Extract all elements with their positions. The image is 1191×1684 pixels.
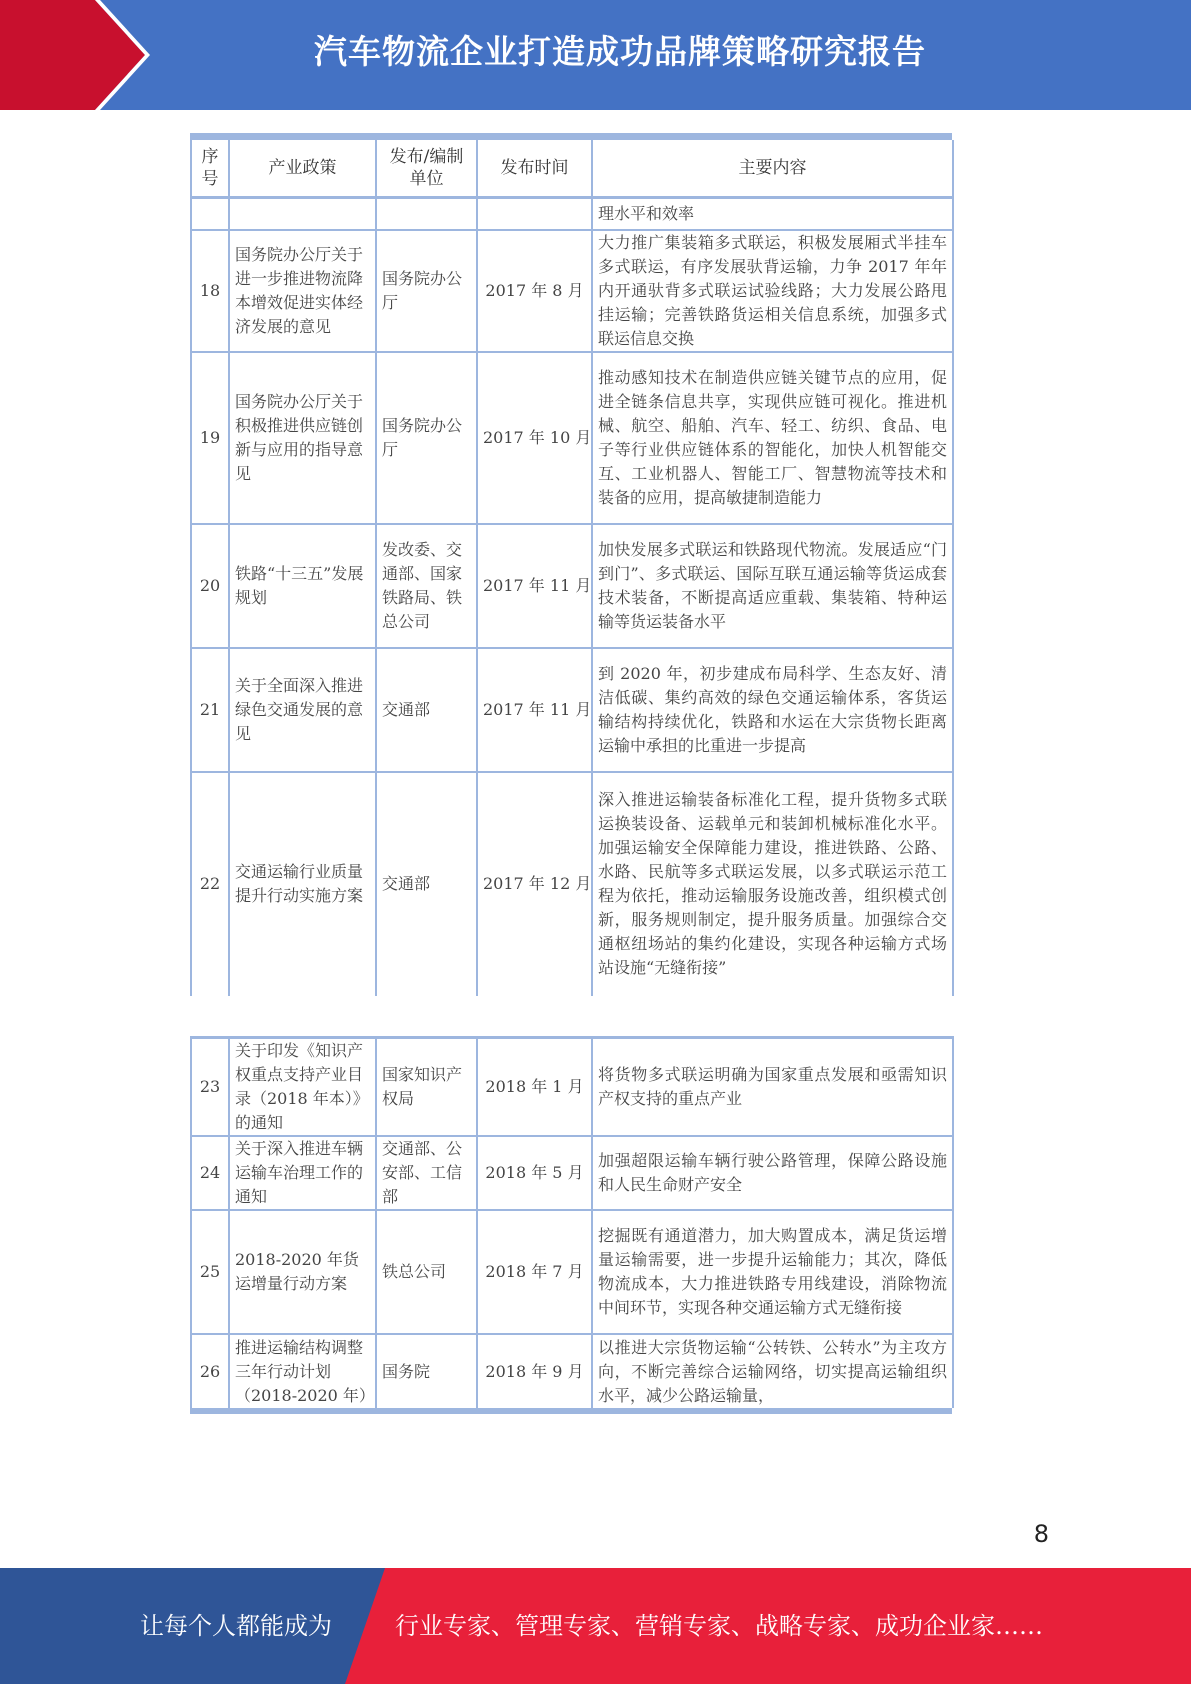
row-unit: 发改委、交通部、国家铁路局、铁总公司 xyxy=(376,524,477,648)
row-unit xyxy=(376,198,477,230)
row-policy: 2018-2020 年货运增量行动方案 xyxy=(229,1210,376,1334)
row-no: 18 xyxy=(191,230,229,352)
row-date: 2017 年 10 月 xyxy=(477,352,592,524)
row-policy: 关于印发《知识产权重点支持产业目录（2018 年本）》的通知 xyxy=(229,1038,376,1137)
row-content: 理水平和效率 xyxy=(592,198,953,230)
row-date: 2017 年 11 月 xyxy=(477,524,592,648)
table-row xyxy=(191,352,953,524)
row-unit: 国务院办公厅 xyxy=(376,352,477,524)
row-content: 挖掘既有通道潜力，加大购置成本，满足货运增量运输需要，进一步提升运输能力；其次，降低物流成本，大力推进铁路专用线建设，消除物流中间环节，实现各种交通运输方式无缝衔接 xyxy=(592,1210,953,1334)
header-policy: 产业政策 xyxy=(229,140,376,198)
page-number: 8 xyxy=(1033,1520,1049,1548)
page-footer xyxy=(0,1568,1191,1684)
row-date: 2017 年 11 月 xyxy=(477,648,592,772)
page-header xyxy=(0,0,1191,110)
row-no: 23 xyxy=(191,1038,229,1137)
table-row xyxy=(191,524,953,648)
row-policy: 关于全面深入推进绿色交通发展的意见 xyxy=(229,648,376,772)
row-content: 推动感知技术在制造供应链关键节点的应用，促进全链条信息共享，实现供应链可视化。推进机械、航空、船舶、汽车、轻工、纺织、食品、电子等行业供应链体系的智能化，加快人机智能交互、工业机器人、智能工厂、智慧物流等技术和装备的应用，提高敏捷制造能力 xyxy=(592,352,953,524)
table-row xyxy=(191,1334,953,1408)
table-row xyxy=(191,198,953,230)
row-no: 19 xyxy=(191,352,229,524)
red-chevron-decoration xyxy=(0,0,150,110)
table-row xyxy=(191,1038,953,1137)
footer-slogan-right: 行业专家、管理专家、营销专家、战略专家、成功企业家…… xyxy=(395,1612,1043,1640)
row-unit: 交通部、公安部、工信部 xyxy=(376,1136,477,1210)
policy-table-part1 xyxy=(190,133,952,996)
row-content: 深入推进运输装备标准化工程，提升货物多式联运换装设备、运载单元和装卸机械标准化水平。加强运输安全保障能力建设，推进铁路、公路、水路、民航等多式联运发展，以多式联运示范工程为依托，推动运输服务设施改善，组织模式创新，服务规则制定，提升服务质量。加强综合交通枢纽场站的集约化建设，实现各种运输方式场站设施“无缝衔接” xyxy=(592,772,953,996)
table-row xyxy=(191,1136,953,1210)
row-date: 2017 年 12 月 xyxy=(477,772,592,996)
row-content: 大力推广集装箱多式联运，积极发展厢式半挂车多式联运，有序发展驮背运输，力争 2017 年年内开通驮背多式联运试验线路；大力发展公路甩挂运输；完善铁路货运相关信息系统，加强多式联运信息交换 xyxy=(592,230,953,352)
row-no xyxy=(191,198,229,230)
row-no: 26 xyxy=(191,1334,229,1408)
header-content: 主要内容 xyxy=(592,140,953,198)
row-unit: 交通部 xyxy=(376,772,477,996)
table-row xyxy=(191,1210,953,1334)
header-date: 发布时间 xyxy=(477,140,592,198)
row-content: 以推进大宗货物运输“公转铁、公转水”为主攻方向，不断完善综合运输网络，切实提高运输组织水平，减少公路运输量， xyxy=(592,1334,953,1408)
table-bottom-rule xyxy=(190,1408,952,1414)
policy-table-part2 xyxy=(190,1036,952,1414)
row-no: 21 xyxy=(191,648,229,772)
row-policy: 推进运输结构调整三年行动计划（2018-2020 年） xyxy=(229,1334,376,1408)
row-date xyxy=(477,198,592,230)
header-no: 序号 xyxy=(191,140,229,198)
row-date: 2018 年 1 月 xyxy=(477,1038,592,1137)
row-date: 2018 年 7 月 xyxy=(477,1210,592,1334)
row-content: 将货物多式联运明确为国家重点发展和亟需知识产权支持的重点产业 xyxy=(592,1038,953,1137)
table-top-rule xyxy=(190,133,952,140)
row-no: 24 xyxy=(191,1136,229,1210)
row-date: 2017 年 8 月 xyxy=(477,230,592,352)
footer-slogan-left: 让每个人都能成为 xyxy=(140,1612,332,1640)
row-no: 25 xyxy=(191,1210,229,1334)
row-unit: 交通部 xyxy=(376,648,477,772)
row-policy: 交通运输行业质量提升行动实施方案 xyxy=(229,772,376,996)
row-content: 到 2020 年，初步建成布局科学、生态友好、清洁低碳、集约高效的绿色交通运输体系，客货运输结构持续优化，铁路和水运在大宗货物长距离运输中承担的比重进一步提高 xyxy=(592,648,953,772)
page-title: 汽车物流企业打造成功品牌策略研究报告 xyxy=(314,32,926,71)
row-content: 加强超限运输车辆行驶公路管理，保障公路设施和人民生命财产安全 xyxy=(592,1136,953,1210)
row-policy xyxy=(229,198,376,230)
row-policy: 国务院办公厅关于积极推进供应链创新与应用的指导意见 xyxy=(229,352,376,524)
row-no: 20 xyxy=(191,524,229,648)
row-unit: 国务院办公厅 xyxy=(376,230,477,352)
table-row xyxy=(191,230,953,352)
table-row xyxy=(191,772,953,996)
row-unit: 铁总公司 xyxy=(376,1210,477,1334)
row-no: 22 xyxy=(191,772,229,996)
row-policy: 关于深入推进车辆运输车治理工作的通知 xyxy=(229,1136,376,1210)
header-unit: 发布/编制单位 xyxy=(376,140,477,198)
row-date: 2018 年 5 月 xyxy=(477,1136,592,1210)
row-policy: 铁路“十三五”发展规划 xyxy=(229,524,376,648)
table-row xyxy=(191,648,953,772)
row-policy: 国务院办公厅关于进一步推进物流降本增效促进实体经济发展的意见 xyxy=(229,230,376,352)
row-unit: 国务院 xyxy=(376,1334,477,1408)
row-content: 加快发展多式联运和铁路现代物流。发展适应“门到门”、多式联运、国际互联互通运输等货运成套技术装备，不断提高适应重载、集装箱、特种运输等货运装备水平 xyxy=(592,524,953,648)
row-unit: 国家知识产权局 xyxy=(376,1038,477,1137)
row-date: 2018 年 9 月 xyxy=(477,1334,592,1408)
